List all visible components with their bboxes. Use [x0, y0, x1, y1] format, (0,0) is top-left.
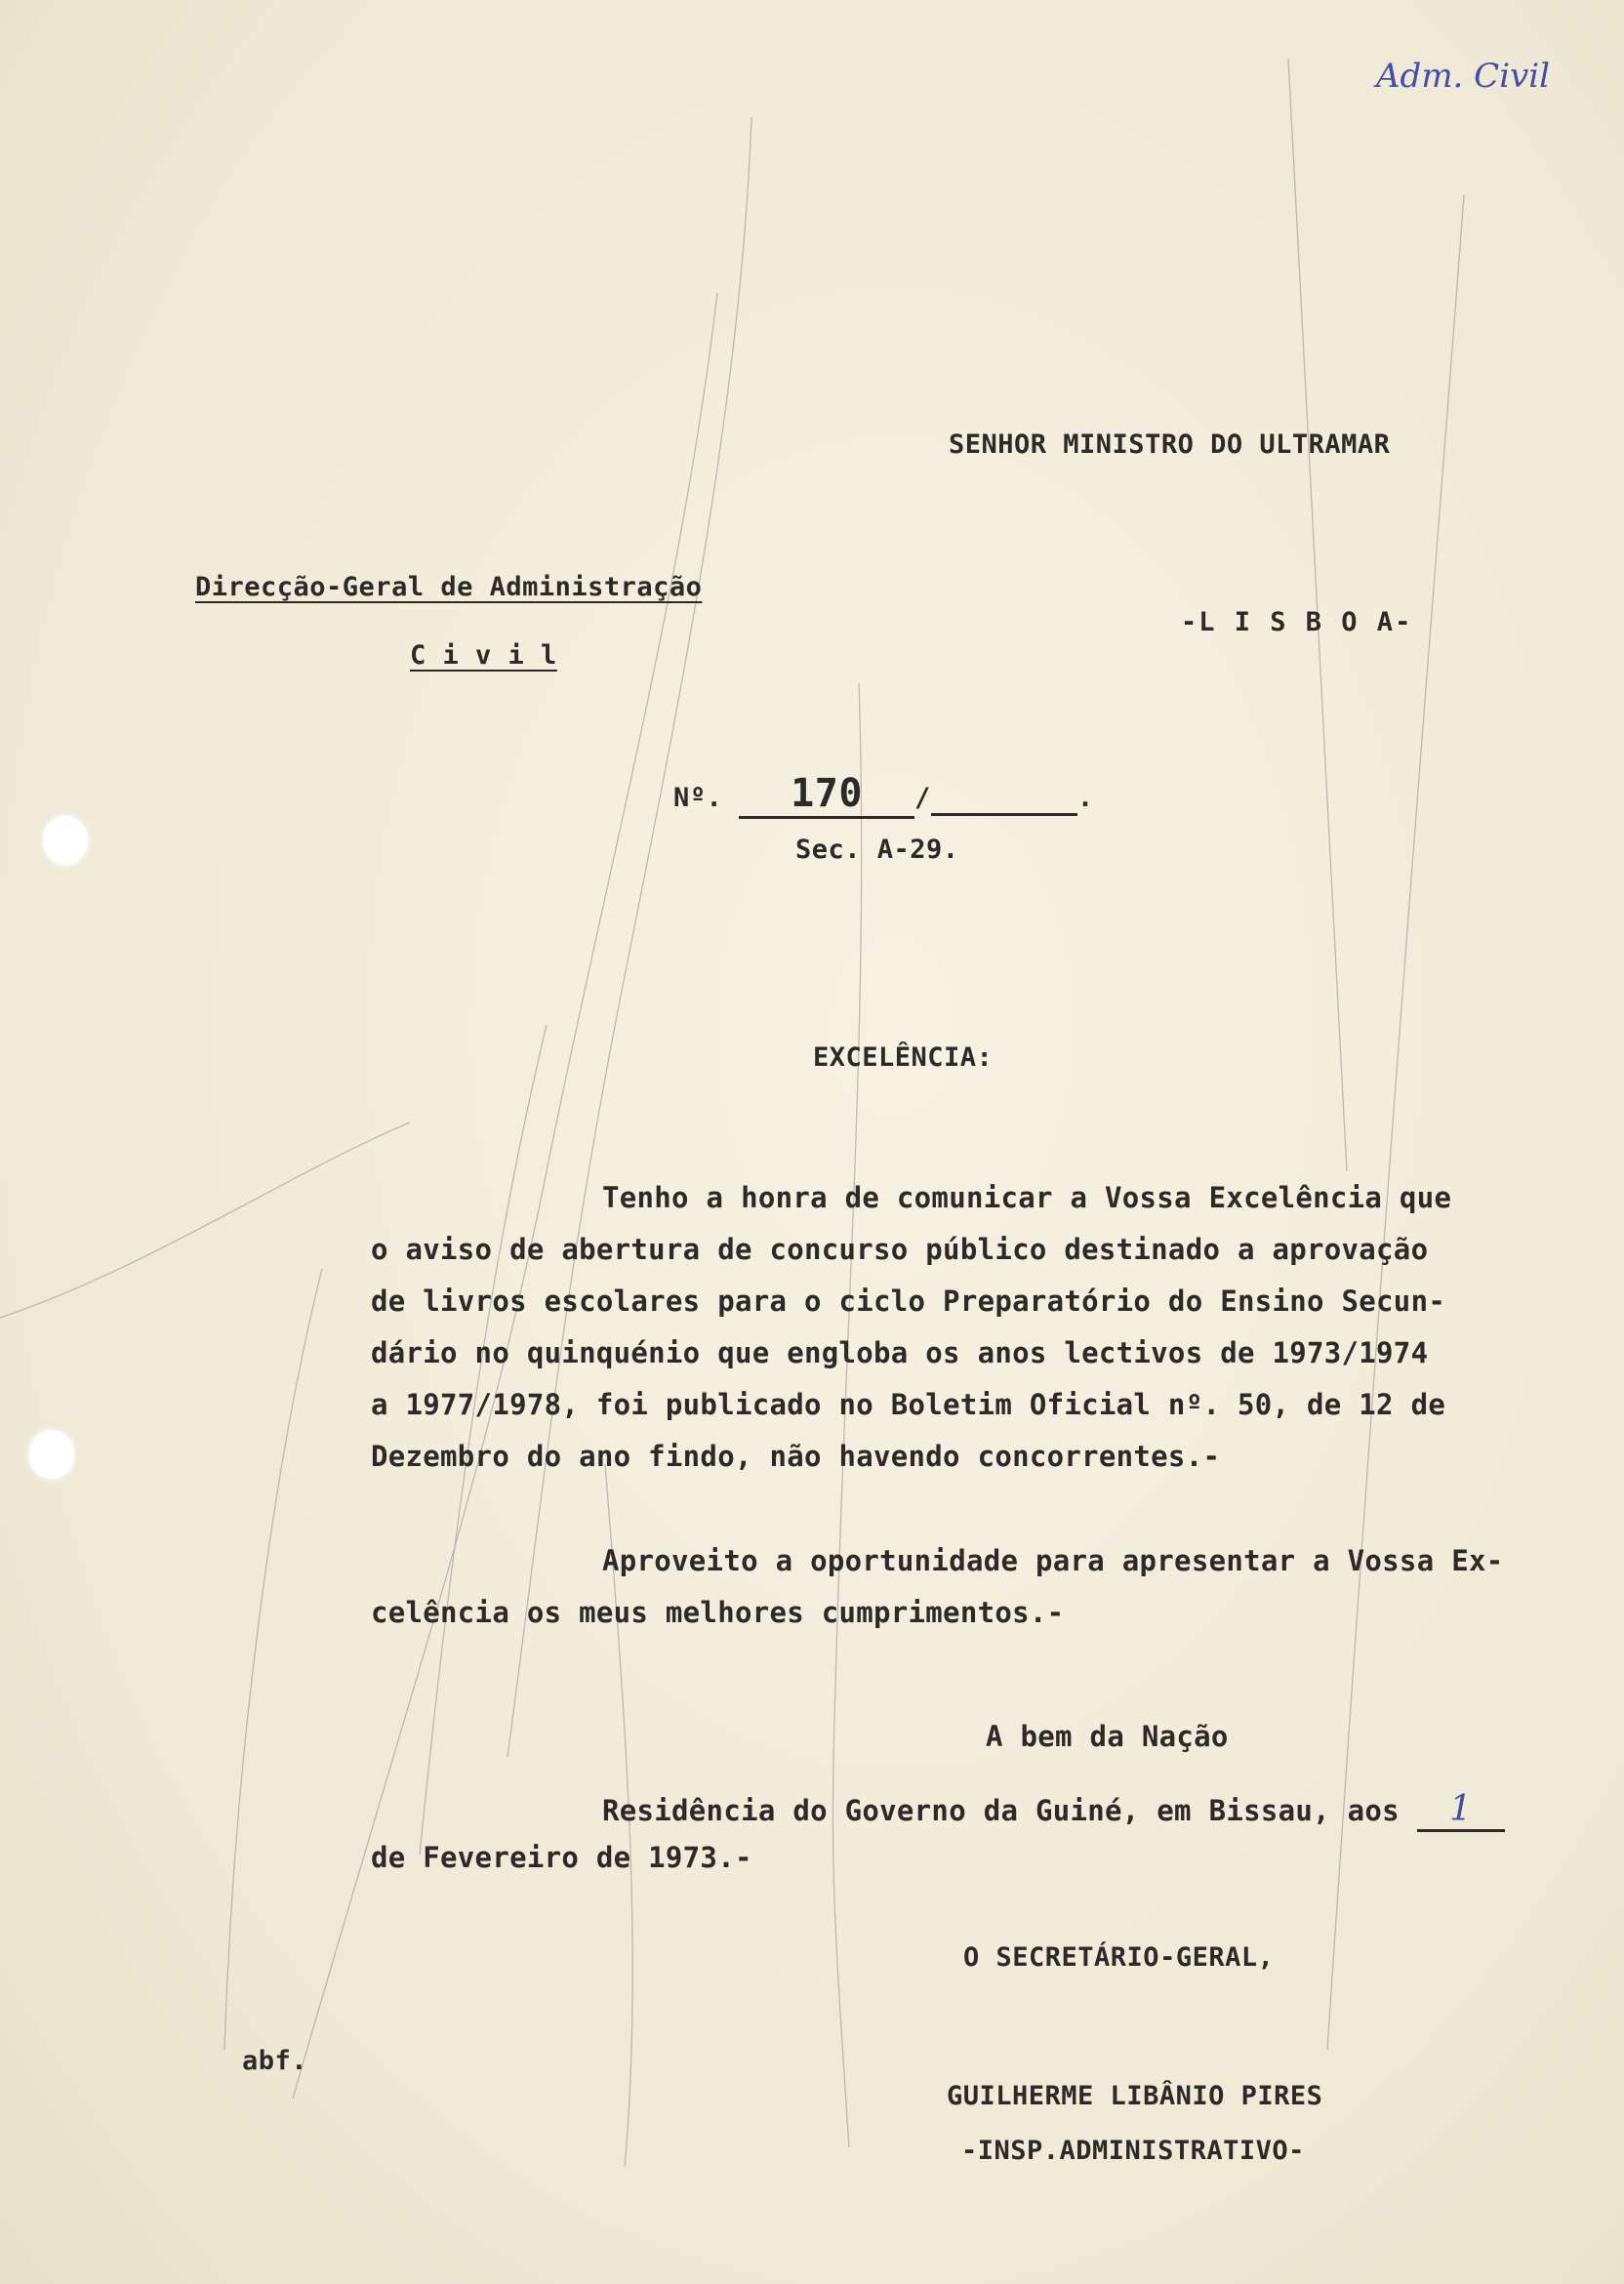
signatory-name: GUILHERME LIBÂNIO PIRES	[947, 2081, 1323, 2111]
reference-section: Sec. A-29.	[795, 835, 959, 865]
handwritten-annotation: Adm. Civil	[1376, 57, 1551, 96]
signature-role: O SECRETÁRIO-GERAL,	[963, 1942, 1275, 1973]
paragraph-1-line: a 1977/1978, foi publicado no Boletim Oficial nº. 50, de 12 de	[371, 1388, 1446, 1421]
reference-number-value: 170	[739, 771, 914, 819]
date-line-text: Residência do Governo da Guiné, em Bissau, aos	[602, 1794, 1400, 1827]
paragraph-1-line: Dezembro do ano findo, não havendo concorrentes.-	[371, 1440, 1221, 1473]
salutation: EXCELÊNCIA:	[813, 1042, 994, 1073]
reference-end: .	[1076, 783, 1094, 813]
paragraph-1-line: de livros escolares para o ciclo Preparatório do Ensino Secun-	[371, 1285, 1446, 1318]
reference-year-blank	[931, 783, 1077, 816]
date-day-handwritten: 1	[1417, 1789, 1505, 1832]
signatory-position: -INSP.ADMINISTRATIVO-	[961, 2136, 1305, 2166]
paragraph-1-line: o aviso de abertura de concurso público destinado a aprovação	[371, 1233, 1429, 1266]
punch-hole	[43, 816, 88, 865]
initials: abf.	[242, 2046, 308, 2076]
reference-separator: /	[914, 783, 931, 813]
department-line-1: Direcção-Geral de Administração	[195, 572, 703, 602]
reference-number	[673, 771, 1094, 819]
punch-hole	[29, 1430, 74, 1479]
paragraph-1-line: Tenho a honra de comunicar a Vossa Excelência que	[602, 1181, 1452, 1214]
reference-prefix: Nº.	[673, 783, 723, 813]
department-line-2: C i v i l	[410, 640, 557, 671]
paragraph-1-line: dário no quinquénio que engloba os anos lectivos de 1973/1974	[371, 1336, 1429, 1369]
paragraph-2-line: celência os meus melhores cumprimentos.-	[371, 1596, 1065, 1629]
closing-formula: A bem da Nação	[986, 1720, 1229, 1753]
recipient-title: SENHOR MINISTRO DO ULTRAMAR	[949, 429, 1391, 460]
date-line	[602, 1789, 1505, 1832]
paragraph-2-line: Aproveito a oportunidade para apresentar a Vossa Ex-	[602, 1544, 1504, 1577]
date-line-continuation: de Fevereiro de 1973.-	[371, 1841, 752, 1874]
recipient-city: -L I S B O A-	[1181, 607, 1413, 637]
